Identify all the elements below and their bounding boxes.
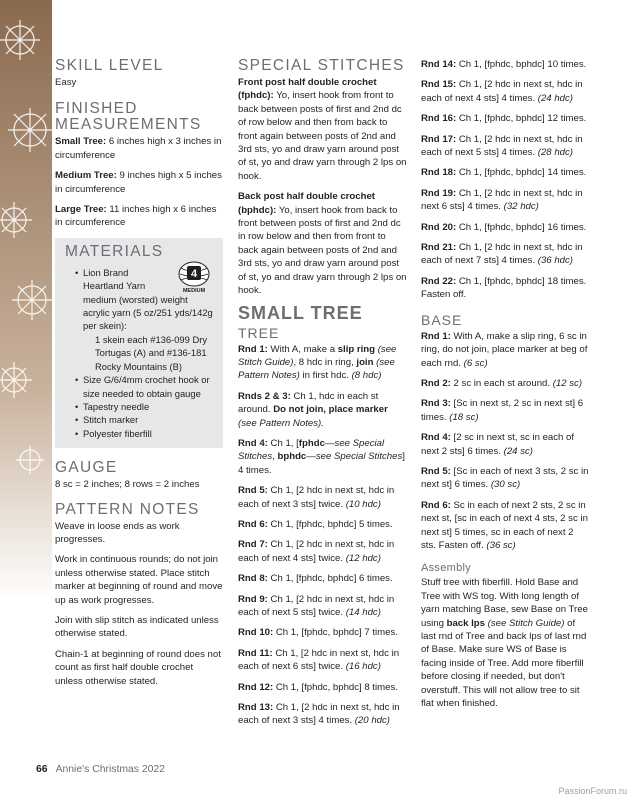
materials-item-marker: • Stitch marker (75, 413, 215, 426)
base-rnd-2: Rnd 2: 2 sc in each st around. (12 sc) (421, 377, 583, 389)
note-4: Chain-1 at beginning of round does not count as first half double crochet unless otherwise stated. (55, 648, 221, 687)
tree-rnd-1: Rnd 1: With A, make a slip ring (see Stitch Guide), 8 hdc in ring, join (see Pattern Notes) in first hdc. (8 hdc) (238, 343, 397, 382)
small-tree-heading: SMALL TREE (238, 302, 363, 323)
note-2: Work in continuous rounds; do not join unless otherwise stated. Place stitch marker at beginning of round and move up as work progresses. (55, 554, 223, 606)
special-stitches-heading: SPECIAL STITCHES (238, 57, 405, 74)
tree-rnd-9: Rnd 9: Ch 1, [2 hdc in next st, hdc in each of next 5 sts] twice. (14 hdc) (238, 593, 395, 618)
materials-heading: MATERIALS (65, 242, 164, 260)
assembly-heading: Assembly (421, 562, 472, 575)
tree-rnd-8: Rnd 8: Ch 1, [fphdc, bphdc] 6 times. (238, 573, 393, 585)
tree-rnd-5: Rnd 5: Ch 1, [2 hdc in next st, hdc in each of next 3 sts] twice. (10 hdc) (238, 485, 395, 510)
measurement-small: Small Tree: 6 inches high x 3 inches in circumference (55, 136, 222, 161)
base-rnd-1: Rnd 1: With A, make a slip ring, 6 sc in ring, do not join, place marker at beg of each rnd. (6 sc) (421, 330, 588, 369)
skill-level-heading: SKILL LEVEL (55, 57, 164, 74)
tree-rnd-7: Rnd 7: Ch 1, [2 hdc in next st, hdc in each of next 4 sts] twice. (12 hdc) (238, 539, 395, 564)
tree-rnd-16: Rnd 16: Ch 1, [fphdc, bphdc] 12 times. (421, 113, 587, 125)
bphdc-definition: Back post half double crochet (bphdc): Yo, insert hook from back to front between posts of first and 2nd dc in row below and then from front to back again between posts of 2nd and 3rd sts, yo and draw yarn around post of st, yo and draw yarn through 2 lps on hook. (238, 191, 407, 297)
page-number: 66 (36, 764, 48, 775)
yarn-weight-label: MEDIUM (182, 287, 206, 294)
tree-rnd-20: Rnd 20: Ch 1, [fphdc, bphdc] 16 times. (421, 221, 587, 233)
page-footer (36, 764, 165, 775)
assembly-text: Stuff tree with fiberfill. Hold Base and Tree with WS tog. With long length of yarn matching Base, sew Base on Tree using back lps (see Stitch Guide) of last rnd of Tree and back lps of last rnd of Base. Make sure WS of Base is facing inside of Tree. Add more fiberfill before closing if needed, but don't overstuff. This will not allow tree to sit flat when finished. (421, 577, 588, 710)
tree-rnd-19: Rnd 19: Ch 1, [2 hdc in next st, hdc in next 6 sts] 4 times. (32 hdc) (421, 187, 583, 213)
tree-rnd-2-3: Rnds 2 & 3: Ch 1, hdc in each st around. Do not join, place marker (see Pattern Notes). (238, 390, 388, 429)
note-3: Join with slip stitch as indicated unless otherwise stated. (55, 614, 219, 640)
measurement-large: Large Tree: 11 inches high x 6 inches in circumference (55, 204, 217, 229)
materials-item-needle: • Tapestry needle (75, 400, 215, 413)
left-column (55, 58, 223, 695)
publication-title: Annie's Christmas 2022 (55, 764, 165, 775)
tree-rnd-11: Rnd 11: Ch 1, [2 hdc in next st, hdc in each of next 6 sts] twice. (16 hdc) (238, 647, 400, 673)
gauge-text: 8 sc = 2 inches; 8 rows = 2 inches (55, 479, 200, 491)
tree-rnd-4: Rnd 4: Ch 1, [fphdc—see Special Stitches, bphdc—see Special Stitches] 4 times. (238, 437, 405, 476)
gauge-heading: GAUGE (55, 459, 118, 477)
right-column (421, 58, 591, 717)
finished-heading-1: FINISHED (55, 100, 138, 118)
materials-item-skein: 1 skein each #136-099 Dry Tortugas (A) and #136-181 Rocky Mountains (B) (95, 333, 208, 372)
materials-item-yarn: • Lion Brand Heartland Yarn medium (worsted) weight acrylic yarn (5 oz/251 yds/142g per skein): (75, 266, 215, 333)
tree-rnd-15: Rnd 15: Ch 1, [2 hdc in next st, hdc in each of next 4 sts] 4 times. (24 hdc) (421, 79, 583, 104)
skill-level-value: Easy (55, 77, 77, 88)
measurement-medium: Medium Tree: 9 inches high x 5 inches in circumference (55, 170, 222, 195)
tree-heading: TREE (238, 324, 280, 341)
materials-item-fiberfill: • Polyester fiberfill (75, 427, 215, 440)
middle-column (238, 58, 408, 735)
finished-heading-2: MEASUREMENTS (55, 116, 202, 134)
tree-rnd-22: Rnd 22: Ch 1, [fphdc, bphdc] 18 times. Fasten off. (421, 275, 587, 301)
base-rnd-6: Rnd 6: Sc in each of next 2 sts, 2 sc in next st, [sc in each of next 4 sts, 2 sc in next st] 5 times, sc in each of next 2 sts. Fasten off. (36 sc) (421, 499, 588, 551)
tree-rnd-10: Rnd 10: Ch 1, [fphdc, bphdc] 7 times. (238, 627, 398, 639)
pattern-notes-heading: PATTERN NOTES (55, 500, 200, 518)
materials-panel (55, 238, 223, 448)
tree-rnd-18: Rnd 18: Ch 1, [fphdc, bphdc] 14 times. (421, 167, 587, 179)
tree-rnd-21: Rnd 21: Ch 1, [2 hdc in next st, hdc in each of next 7 sts] 4 times. (36 hdc) (421, 242, 583, 267)
fphdc-definition: Front post half double crochet (fphdc): Yo, insert hook from front to back between posts of first and 2nd dc of row below and then from back to front again between posts of 2nd and 3rd sts, yo and draw yarn around post of st, yo and draw yarn through 2 lps on hook. (238, 77, 407, 182)
base-rnd-4: Rnd 4: [2 sc in next st, sc in each of next 2 sts] 6 times. (24 sc) (421, 432, 575, 457)
note-1: Weave in loose ends as work progresses. (55, 520, 180, 545)
materials-item-hook: • Size G/6/4mm crochet hook or size needed to obtain gauge (75, 373, 215, 400)
tree-rnd-6: Rnd 6: Ch 1, [fphdc, bphdc] 5 times. (238, 518, 393, 530)
tree-rnd-14: Rnd 14: Ch 1, [fphdc, bphdc] 10 times. (421, 59, 587, 70)
yarn-weight-number: 4 (190, 267, 198, 280)
snowflake-decoration (0, 0, 52, 600)
base-rnd-5: Rnd 5: [Sc in each of next 3 sts, 2 sc in next st] 6 times. (30 sc) (421, 465, 589, 491)
base-rnd-3: Rnd 3: [Sc in next st, 2 sc in next st] 6 times. (18 sc) (421, 398, 584, 423)
watermark: PassionForum.ru (558, 786, 627, 796)
materials-list (65, 266, 215, 440)
base-heading: BASE (421, 311, 463, 328)
tree-rnd-17: Rnd 17: Ch 1, [2 hdc in next st, hdc in each of next 5 sts] 4 times. (28 hdc) (421, 133, 583, 159)
tree-rnd-13: Rnd 13: Ch 1, [2 hdc in next st, hdc in each of next 3 sts] 4 times. (20 hdc) (238, 702, 400, 727)
tree-rnd-12: Rnd 12: Ch 1, [fphdc, bphdc] 8 times. (238, 681, 398, 693)
